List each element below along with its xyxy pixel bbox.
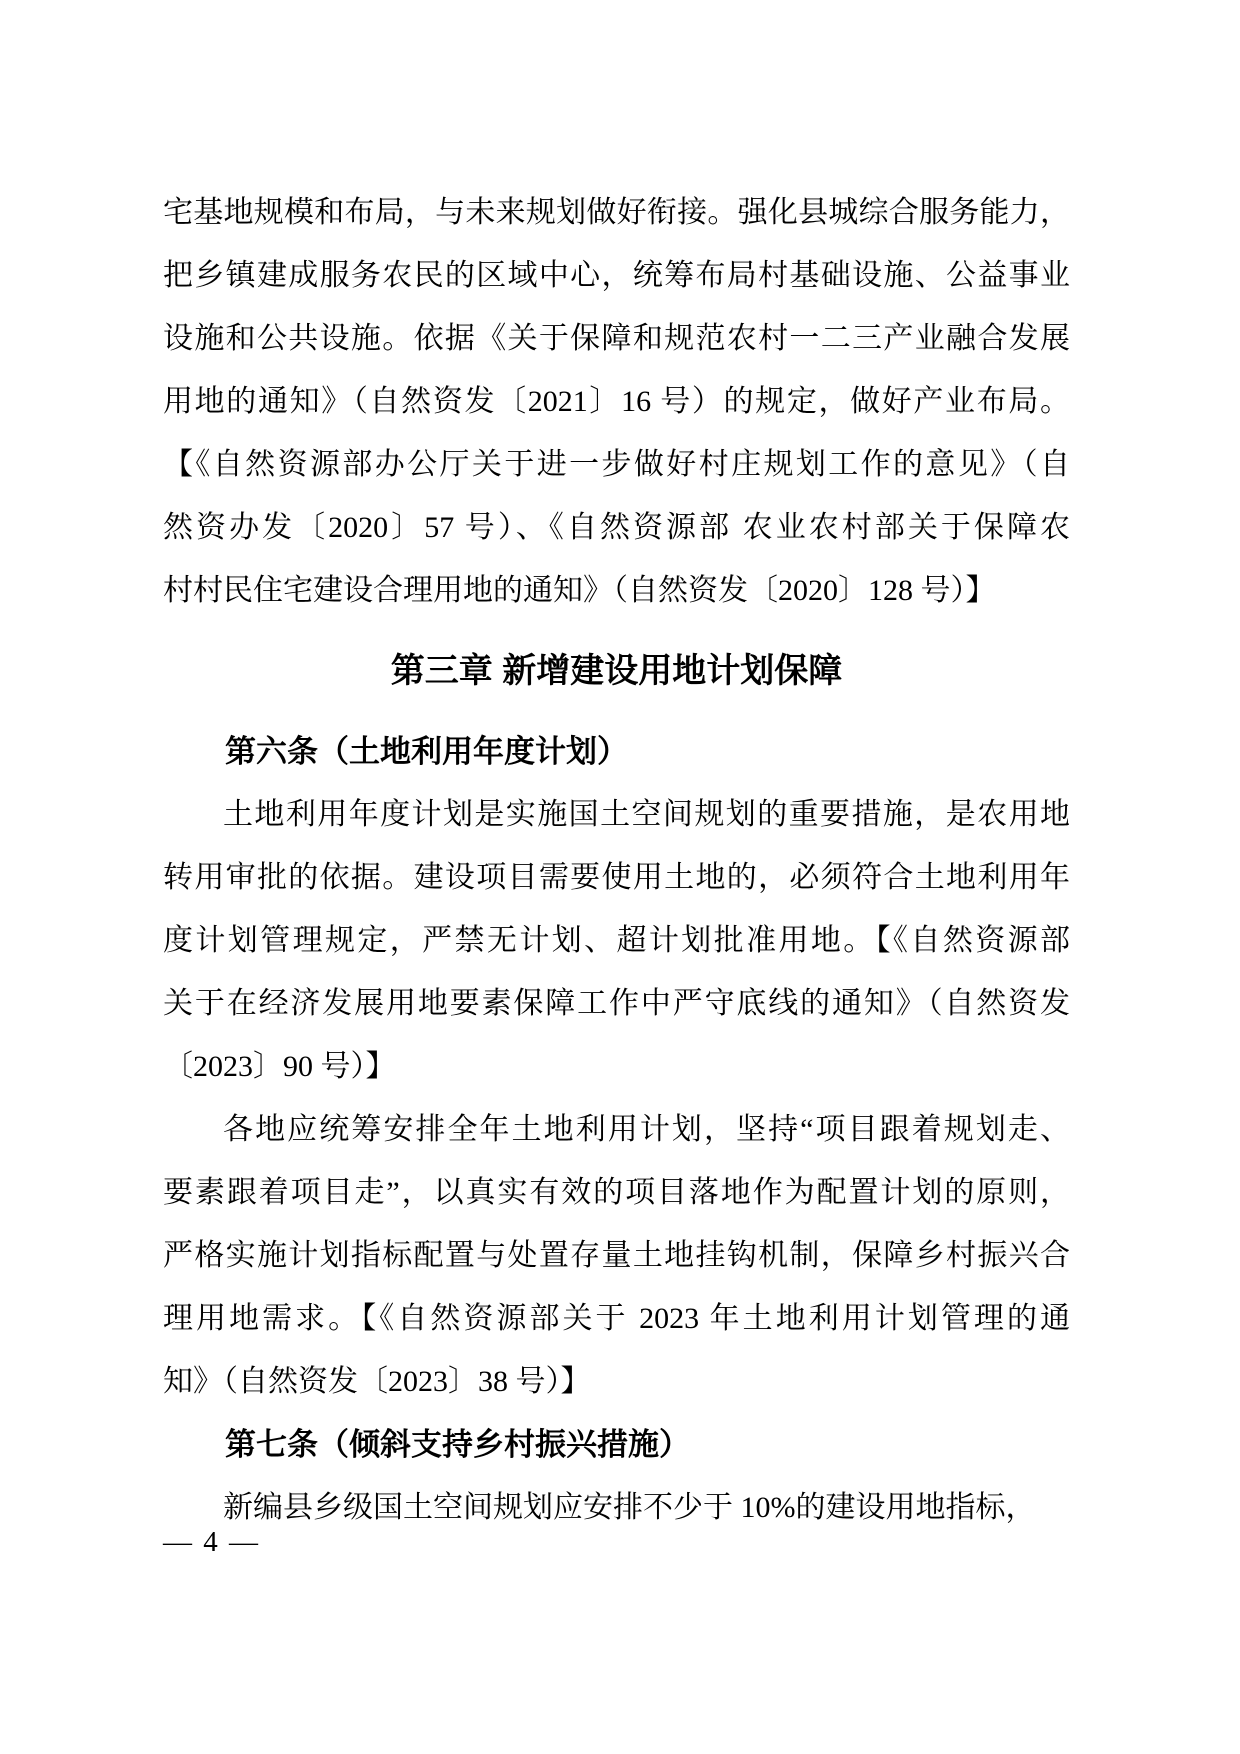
paragraph-line: 宅基地规模和布局，与未来规划做好衔接。强化县城综合服务能力， — [163, 196, 1070, 229]
paragraph-line: 【《自然资源部办公厅关于进一步做好村庄规划工作的意见》（自 — [163, 448, 1070, 481]
paragraph-line: 知》（自然资发〔2023〕38 号）】 — [163, 1365, 591, 1398]
paragraph-line: 村村民住宅建设合理用地的通知》（自然资发〔2020〕128 号）】 — [163, 574, 996, 607]
paragraph-line: 要素跟着项目走”，以真实有效的项目落地作为配置计划的原则， — [163, 1176, 1070, 1209]
chapter-3-heading: 第三章 新增建设用地计划保障 — [390, 652, 843, 690]
article-6-heading: 第六条（土地利用年度计划） — [225, 734, 628, 769]
paragraph-line: 各地应统筹安排全年土地利用计划，坚持“项目跟着规划走、 — [223, 1113, 1070, 1146]
page-footer — [163, 1524, 260, 1560]
paragraph-line: 土地利用年度计划是实施国土空间规划的重要措施，是农用地 — [223, 798, 1070, 831]
document-body — [163, 181, 1070, 1539]
paragraph-line: 转用审批的依据。建设项目需要使用土地的，必须符合土地利用年 — [163, 861, 1070, 894]
paragraph-line: 新编县乡级国土空间规划应安排不少于 10%的建设用地指标， — [223, 1491, 1036, 1524]
page-number: — 4 — — [163, 1526, 260, 1558]
paragraph-line: 关于在经济发展用地要素保障工作中严守底线的通知》（自然资发 — [163, 987, 1070, 1020]
paragraph-line: 理用地需求。【《自然资源部关于 2023 年土地利用计划管理的通 — [163, 1302, 1070, 1335]
paragraph-line: 〔2023〕90 号）】 — [163, 1050, 396, 1083]
paragraph-line: 用地的通知》（自然资发〔2021〕16 号）的规定，做好产业布局。 — [163, 385, 1070, 418]
article-7-heading: 第七条（倾斜支持乡村振兴措施） — [225, 1427, 690, 1462]
paragraph-line: 严格实施计划指标配置与处置存量土地挂钩机制，保障乡村振兴合 — [163, 1239, 1070, 1272]
paragraph-line: 然资办发〔2020〕57 号）、《自然资源部 农业农村部关于保障农 — [163, 511, 1070, 544]
paragraph-line: 度计划管理规定，严禁无计划、超计划批准用地。【《自然资源部 — [163, 924, 1070, 957]
paragraph-line: 把乡镇建成服务农民的区域中心，统筹布局村基础设施、公益事业 — [163, 259, 1070, 292]
paragraph-line: 设施和公共设施。依据《关于保障和规范农村一二三产业融合发展 — [163, 322, 1070, 355]
